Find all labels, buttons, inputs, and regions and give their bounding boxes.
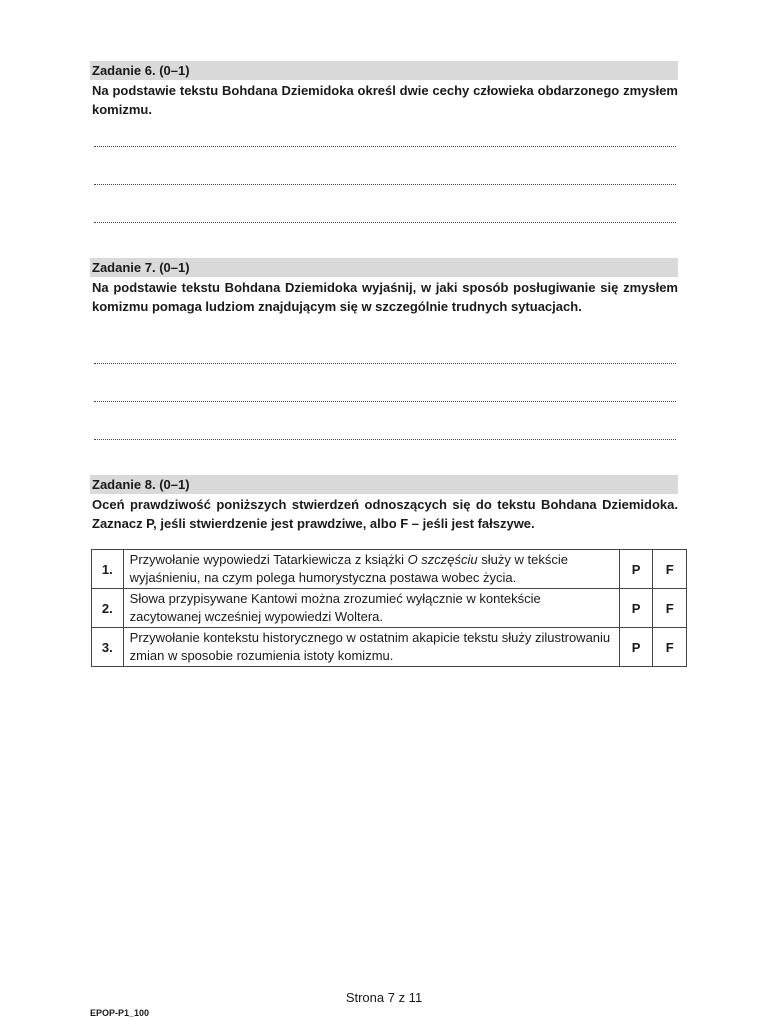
task-6-instruction: Na podstawie tekstu Bohdana Dziemidoka określ dwie cechy człowieka obdarzonego zmysłem komizmu. — [92, 83, 678, 117]
option-f[interactable]: F — [653, 550, 687, 589]
option-p[interactable]: P — [619, 550, 653, 589]
statement-text: Słowa przypisywane Kantowi można zrozumieć wyłącznie w kontekście zacytowanej wcześniej wypowiedzi Woltera. — [123, 589, 619, 628]
statement-text-part: służy w tekście wyjaśnieniu, na czym polega humorystyczna postawa wobec życia. — [129, 552, 568, 585]
task-7 — [90, 258, 678, 316]
task-8-instruction: Oceń prawdziwość poniższych stwierdzeń odnoszących się do tekstu Bohdana Dziemidoka. Zaznacz P, jeśli stwierdzenie jest prawdziwe, albo F – jeśli jest fałszywe. — [92, 497, 678, 531]
statement-number: 1. — [92, 550, 124, 589]
table-row — [92, 589, 687, 628]
answer-line-7-3[interactable] — [94, 437, 676, 440]
answer-line-6-2[interactable] — [94, 182, 676, 185]
statement-text — [123, 550, 619, 589]
option-p[interactable]: P — [619, 589, 653, 628]
statement-number: 3. — [92, 628, 124, 667]
task-7-header: Zadanie 7. (0–1) — [90, 258, 678, 277]
statement-text-part: Przywołanie wypowiedzi Tatarkiewicza z książki — [129, 552, 408, 567]
table-row — [92, 628, 687, 667]
task-8 — [90, 475, 678, 533]
answer-line-7-1[interactable] — [94, 361, 676, 364]
answer-line-6-3[interactable] — [94, 220, 676, 223]
option-f[interactable]: F — [653, 628, 687, 667]
option-p[interactable]: P — [619, 628, 653, 667]
statement-text: Przywołanie kontekstu historycznego w ostatnim akapicie tekstu służy zilustrowaniu zmian w sposobie rozumienia istoty komizmu. — [123, 628, 619, 667]
task-6 — [90, 61, 678, 119]
document-code: EPOP-P1_100 — [90, 1008, 150, 1018]
task-8-header: Zadanie 8. (0–1) — [90, 475, 678, 494]
option-f[interactable]: F — [653, 589, 687, 628]
statement-number: 2. — [92, 589, 124, 628]
task-6-header: Zadanie 6. (0–1) — [90, 61, 678, 80]
table-row — [92, 550, 687, 589]
task-7-instruction: Na podstawie tekstu Bohdana Dziemidoka wyjaśnij, w jaki sposób posługiwanie się zmysłem komizmu pomaga ludziom znajdującym się w szczególnie trudnych sytuacjach. — [92, 280, 678, 314]
true-false-table — [91, 549, 687, 667]
answer-line-7-2[interactable] — [94, 399, 676, 402]
page-number: Strona 7 z 11 — [345, 990, 423, 1005]
book-title: O szczęściu — [407, 552, 478, 567]
answer-line-6-1[interactable] — [94, 144, 676, 147]
